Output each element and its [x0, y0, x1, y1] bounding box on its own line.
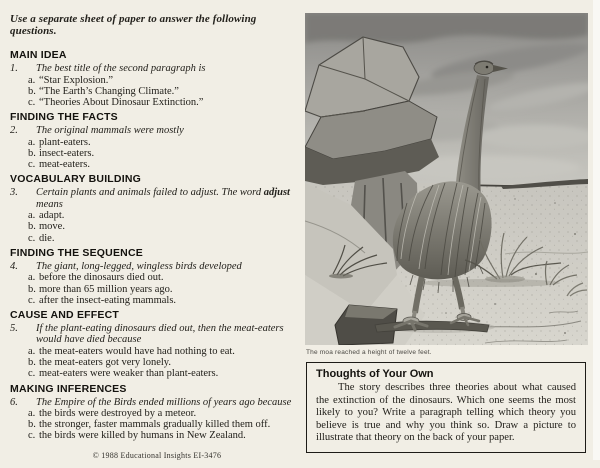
choice-text: more than 65 million years ago.: [39, 283, 173, 295]
choice: [28, 368, 304, 379]
thoughts-box-title: Thoughts of Your Own: [316, 368, 434, 380]
choice: [28, 148, 304, 159]
question-prompt: Certain plants and animals failed to adjust. The word adjust means: [36, 187, 290, 210]
choice-text: meat-eaters were weaker than plant-eaters.: [39, 368, 219, 380]
thoughts-box-body: The story describes three theories about what caused the extinction of the dinosaurs. Which one seems the most likely to you? Write a paragraph telling which theory you believe is true and why you think so. Draw a picture to illustrate that theory on the back of your paper.: [316, 382, 576, 444]
question-column: [10, 13, 304, 468]
question: [10, 187, 304, 244]
choice-text: “Star Explosion.”: [39, 74, 114, 86]
question-number: 3.: [10, 187, 18, 199]
choice-letter: b.: [28, 85, 36, 97]
choice-letter: b.: [28, 221, 36, 233]
question-number: 5.: [10, 322, 18, 334]
thoughts-box: [306, 362, 586, 453]
instruction-line: Use a separate sheet of paper to answer the following questions.: [10, 13, 257, 37]
choice: [28, 430, 304, 441]
choice-text: the birds were destroyed by a meteor.: [39, 408, 197, 420]
copyright-line: © 1988 Educational Insights EI-3476: [92, 450, 222, 460]
choice: [28, 272, 304, 283]
question-number: 6.: [10, 396, 18, 408]
choice-letter: a.: [28, 345, 36, 357]
bird-head: [474, 62, 494, 75]
choice-text: after the insect-eating mammals.: [39, 294, 177, 306]
choice-list: [28, 137, 304, 171]
question-prompt: If the plant-eating dinosaurs died out, then the meat-eaters would have died because: [36, 322, 284, 346]
section-header: MAIN IDEA: [10, 49, 67, 61]
choice-list: [28, 210, 304, 244]
choice-letter: a.: [28, 210, 36, 222]
choice: [28, 86, 304, 97]
choice-letter: a.: [28, 272, 36, 284]
section-header: FINDING THE SEQUENCE: [10, 246, 143, 259]
choice: [28, 284, 304, 295]
choice-letter: c.: [28, 159, 36, 171]
question: [10, 125, 304, 171]
choice-text: die.: [39, 232, 55, 244]
choice: [28, 75, 304, 86]
figure-caption: The moa reached a height of twelve feet.: [306, 349, 432, 356]
choice: [28, 346, 304, 357]
section-making-inferences: [10, 384, 304, 442]
choice-text: meat-eaters.: [39, 159, 91, 171]
bird-eye: [486, 66, 489, 69]
section-vocabulary-building: [10, 174, 304, 244]
choice-list: [28, 408, 304, 442]
choice-letter: c.: [28, 294, 36, 306]
question-prompt: The best title of the second paragraph is: [36, 63, 206, 74]
choice-text: the birds were killed by humans in New Zealand.: [39, 430, 246, 442]
choice: [28, 408, 304, 419]
choice-letter: b.: [28, 357, 36, 369]
choice: [28, 137, 304, 148]
choice-text: the meat-eaters would have had nothing to eat.: [39, 345, 235, 357]
choice-text: move.: [39, 221, 65, 233]
choice-text: the stronger, faster mammals gradually killed them off.: [39, 419, 271, 431]
section-finding-the-facts: [10, 112, 304, 170]
section-cause-and-effect: [10, 310, 304, 380]
moa-illustration: [305, 13, 588, 345]
choice: [28, 97, 304, 108]
choice-letter: a.: [28, 136, 36, 148]
moa-illustration-svg: [305, 13, 588, 345]
question: [10, 260, 304, 306]
question-number: 4.: [10, 260, 18, 272]
choice-letter: b.: [28, 419, 36, 431]
question-prompt: The original mammals were mostly: [36, 125, 184, 137]
question: [10, 396, 304, 442]
choice: [28, 357, 304, 368]
choice-text: insect-eaters.: [39, 147, 95, 159]
choice-letter: a.: [28, 74, 36, 86]
choice-list: [28, 346, 304, 380]
choice-letter: c.: [28, 368, 36, 380]
choice-letter: c.: [28, 232, 36, 244]
choice-text: plant-eaters.: [39, 136, 91, 148]
section-main-idea: [10, 50, 304, 108]
section-header: MAKING INFERENCES: [10, 382, 127, 395]
choice-letter: b.: [28, 147, 36, 159]
section-finding-the-sequence: [10, 248, 304, 306]
choice: [28, 233, 304, 244]
section-header: VOCABULARY BUILDING: [10, 173, 141, 186]
choice-list: [28, 75, 304, 109]
choice: [28, 295, 304, 306]
choice: [28, 419, 304, 430]
question: [10, 63, 304, 108]
choice-text: adapt.: [39, 210, 65, 222]
choice-text: “Theories About Dinosaur Extinction.”: [39, 96, 204, 108]
choice-text: before the dinosaurs died out.: [39, 272, 164, 284]
section-header: FINDING THE FACTS: [10, 111, 118, 124]
page-edge: [593, 0, 600, 460]
choice-text: the meat-eaters got very lonely.: [39, 357, 171, 369]
choice: [28, 159, 304, 170]
choice-letter: b.: [28, 283, 36, 295]
question-number: 1.: [10, 63, 18, 74]
question-prompt: The Empire of the Birds ended millions of years ago because: [36, 396, 292, 408]
section-header: CAUSE AND EFFECT: [10, 308, 119, 321]
question: [10, 322, 304, 380]
choice: [28, 210, 304, 221]
choice: [28, 221, 304, 232]
choice-text: “The Earth’s Changing Climate.”: [39, 85, 179, 97]
choice-list: [28, 272, 304, 306]
question-prompt: The giant, long-legged, wingless birds developed: [36, 260, 242, 272]
choice-letter: c.: [28, 96, 36, 108]
choice-letter: c.: [28, 430, 36, 442]
choice-letter: a.: [28, 408, 36, 420]
question-number: 2.: [10, 125, 18, 137]
